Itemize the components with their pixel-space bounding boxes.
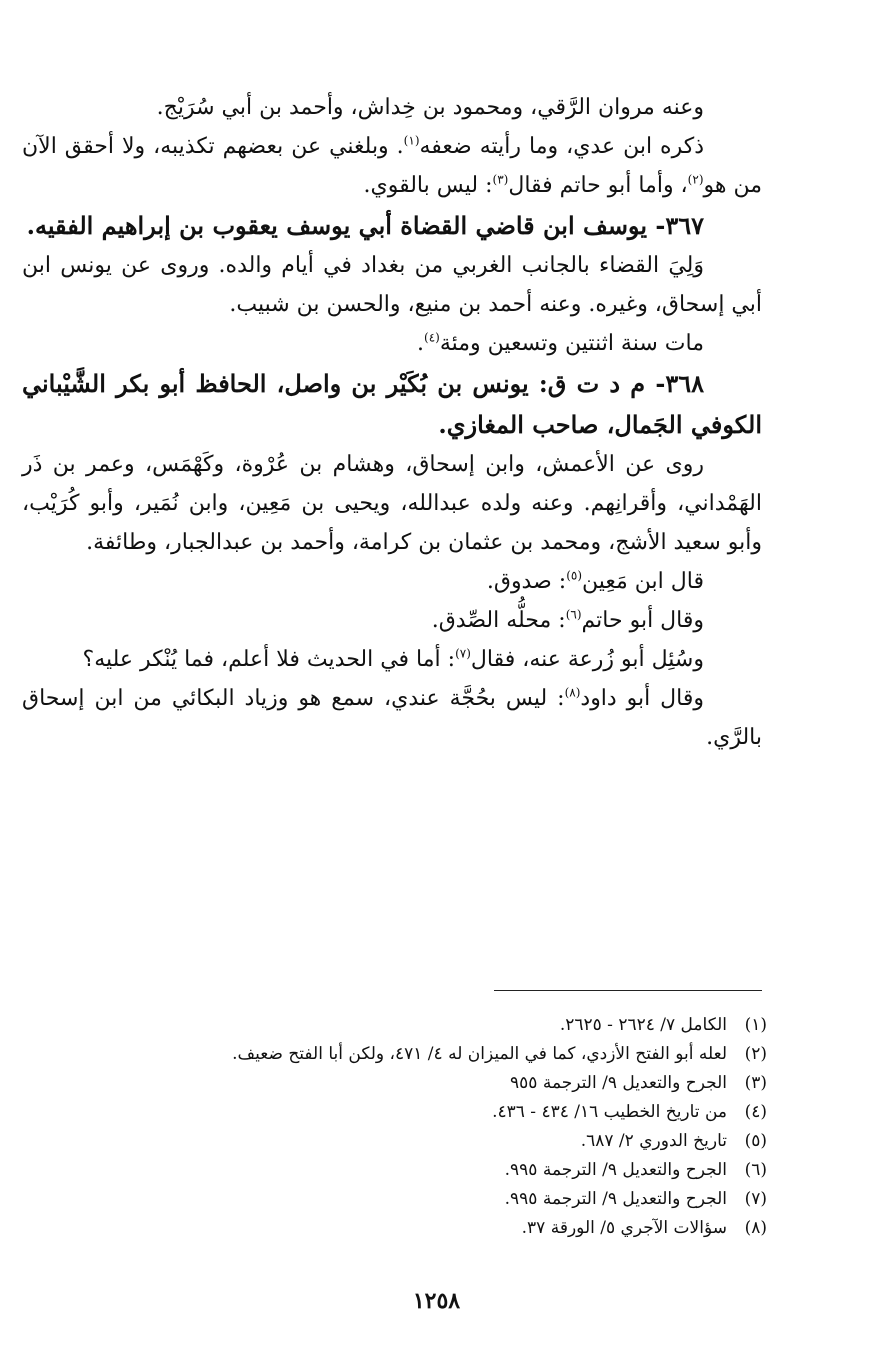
- paragraph-abu-hatim: [22, 601, 762, 640]
- paragraph-text: قال ابن مَعِين: [582, 569, 704, 594]
- footnote-text: تاريخ الدوري ٢/ ٦٨٧.: [580, 1131, 727, 1151]
- footnote-ref: (٣): [492, 172, 509, 187]
- footnote-ref: (١): [403, 133, 420, 148]
- footnote-text: الجرح والتعديل ٩/ الترجمة ٩٥٥: [510, 1073, 727, 1093]
- paragraph-judgeship: [22, 246, 762, 324]
- footnote-ref: (٤): [424, 330, 440, 345]
- paragraph-text: وسُئِل أبو زُرعة عنه، فقال: [470, 647, 704, 672]
- footnote-separator: [494, 990, 762, 991]
- paragraph-narrations: [22, 445, 762, 562]
- paragraph-text: وقال أبو حاتم: [581, 608, 704, 633]
- footnote-number: (٥): [744, 1131, 767, 1151]
- paragraph-abu-dawud: [22, 679, 762, 757]
- paragraph-text: ذكره ابن عدي، وما رأيته ضعفه: [419, 134, 704, 159]
- footnote-number: (٨): [744, 1218, 767, 1238]
- paragraph-text: : محلُّه الصِّدق.: [431, 608, 566, 633]
- footnote-number: (٤): [744, 1102, 767, 1122]
- entry-heading-367: ٣٦٧- يوسف ابن قاضي القضاة أبي يوسف يعقوب بن إبراهيم الفقيه.: [26, 211, 704, 240]
- footnote-item: [80, 1069, 767, 1098]
- footnote-item: [80, 1156, 767, 1185]
- paragraph-text: . وبلغني عن بعضهم تكذيبه، ولا أحقق الآن من هو: [22, 134, 762, 198]
- paragraph-text: مات سنة اثنتين وتسعين ومئة: [439, 331, 704, 356]
- paragraph-text: : أما في الحديث فلا أعلم، فما يُنْكر عليه؟: [82, 647, 456, 672]
- footnote-item: [80, 1127, 767, 1156]
- footnote-number: (١): [744, 1015, 767, 1035]
- footnote-text: لعله أبو الفتح الأزدي، كما في الميزان له ٤/ ٤٧١، ولكن أبا الفتح ضعيف.: [232, 1044, 727, 1064]
- paragraph-text: : صدوق.: [486, 569, 567, 594]
- footnote-text: سؤالات الآجري ٥/ الورقة ٣٧.: [521, 1218, 727, 1238]
- footnote-number: (٣): [744, 1073, 767, 1093]
- footnote-number: (٢): [744, 1044, 767, 1064]
- paragraph-text: وعنه مروان الرَّقي، ومحمود بن خِداش، وأحمد بن أبي سُرَيْج.: [156, 95, 704, 120]
- footnote-item: [80, 1098, 767, 1127]
- footnote-item: [80, 1040, 767, 1069]
- paragraph-text: : ليس بالقوي.: [363, 173, 493, 198]
- footnote-ref: (٢): [687, 172, 704, 187]
- footnote-ref: (٥): [566, 568, 583, 583]
- footnote-item: [80, 1214, 767, 1243]
- main-text: [22, 88, 762, 757]
- footnote-text: من تاريخ الخطيب ١٦/ ٤٣٤ - ٤٣٦.: [492, 1102, 727, 1122]
- paragraph-text: ، وأما أبو حاتم فقال: [508, 173, 688, 198]
- paragraph-text: روى عن الأعمش، وابن إسحاق، وهشام بن عُرْوة، وكَهْمَس، وعمر بن ذَر الهَمْداني، وأقرانِهم. وعنه ولده عبدالله، ويحيى بن مَعِين، وابن نُمَير، وأبو كُرَيْب، وأبو سعيد الأشج، ومحمد بن عثمان بن كرامة، وأحمد بن عبدالجبار، وطائفة.: [22, 452, 762, 555]
- footnote-ref: (٧): [455, 646, 471, 661]
- paragraph-text: : ليس بحُجَّة عندي، سمع هو وزياد البكائي من ابن إسحاق بالرَّي.: [22, 686, 762, 750]
- paragraph-text: وقال أبو داود: [580, 686, 705, 711]
- paragraph-narrators-from: [22, 88, 762, 127]
- footnotes: [80, 1011, 767, 1243]
- footnote-item: [80, 1185, 767, 1214]
- entry-heading-368: ٣٦٨- م د ت ق: يونس بن بُكَيْر بن واصل، الحافظ أبو بكر الشَّيْباني الكوفي الجَمال، صاحب المغازي.: [22, 369, 762, 439]
- paragraph-ibn-main: [22, 562, 762, 601]
- footnote-number: (٦): [744, 1160, 767, 1180]
- page-number: ١٢٥٨: [412, 1288, 461, 1314]
- footnote-ref: (٨): [564, 685, 581, 700]
- footnote-item: [80, 1011, 767, 1040]
- paragraph-text: وَلِيَ القضاء بالجانب الغربي من بغداد في أيام والده. وروى عن يونس ابن أبي إسحاق، وغيره. وعنه أحمد بن منيع، والحسن بن شبيب.: [22, 253, 762, 317]
- footnote-text: الجرح والتعديل ٩/ الترجمة ٩٩٥.: [504, 1160, 727, 1180]
- footnote-ref: (٦): [565, 607, 582, 622]
- paragraph-text: .: [417, 331, 425, 356]
- footnote-text: الكامل ٧/ ٢٦٢٤ - ٢٦٢٥.: [559, 1015, 727, 1035]
- footnote-text: الجرح والتعديل ٩/ الترجمة ٩٩٥.: [504, 1189, 727, 1209]
- paragraph-ibn-adi: [22, 127, 762, 205]
- footnote-number: (٧): [744, 1189, 767, 1209]
- paragraph-abu-zurah: [22, 640, 762, 679]
- paragraph-death: [22, 324, 762, 363]
